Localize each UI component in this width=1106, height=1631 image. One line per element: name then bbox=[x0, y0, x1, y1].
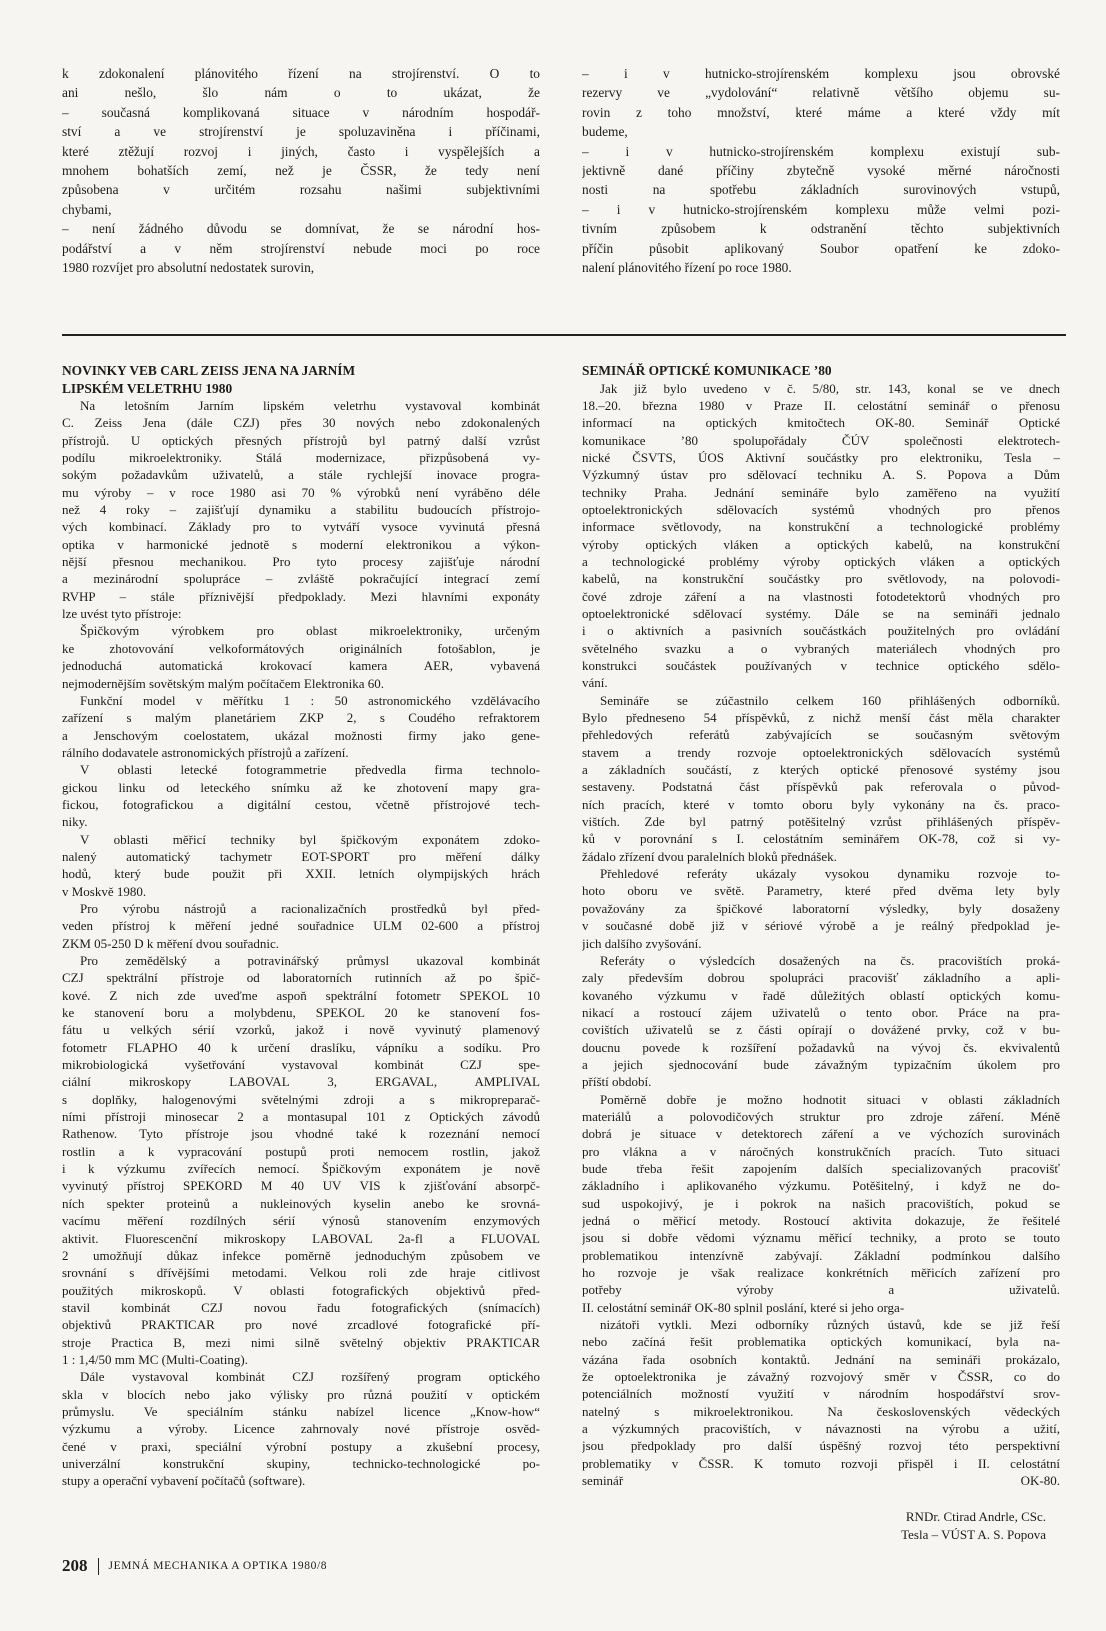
text-line: fickou, fotografickou a digitální cestou, včetně přístrojové tech- bbox=[62, 796, 540, 812]
text-line: i k výzkumu zvířecích nemocí. Špičkovým exponátem je nově bbox=[62, 1161, 540, 1177]
text-line: mikrobiologická vyšetřování vystavoval kombinát CZJ spe- bbox=[62, 1057, 540, 1073]
text-line: potřeby výroby a uživatelů. bbox=[582, 1282, 1060, 1298]
text-line: fátu u velkých sérií vzorků, jakož i nově vyvinutý plamenový bbox=[62, 1022, 540, 1038]
text-line: Dále vystavoval kombinát CZJ rozšířený program optického bbox=[80, 1369, 540, 1385]
text-line: hoto oboru ve světě. Parametry, které před dvěma lety byly bbox=[582, 883, 1060, 899]
text-line: a jejich sjednocování bude závažným typizačním úkolem pro bbox=[582, 1056, 1060, 1072]
text-line: vištích. Zde byl patrný potěšitelný vzrůst přihlášených příspěv- bbox=[582, 814, 1060, 830]
text-line: 2 umožňují důkaz infekce poměrně jednoduchým způsobem ve bbox=[62, 1247, 540, 1263]
text-line: 18.–20. března 1980 v Praze II. celostátní seminář o přenosu bbox=[582, 397, 1060, 413]
article-body bbox=[62, 397, 540, 1490]
text-line: ních pracích, které v tomto oboru byly vykonány na čs. praco- bbox=[582, 796, 1060, 812]
text-line: rálního dodavatele astronomických přístrojů a zařízení. bbox=[62, 744, 349, 760]
text-line: použitých mikroskopů. V oblasti fotografických objektivů před- bbox=[62, 1282, 540, 1298]
text-line: C. Zeiss Jena (dále CZJ) přes 30 nových nebo zdokonalených bbox=[62, 415, 540, 431]
article-heading: SEMINÁŘ OPTICKÉ KOMUNIKACE ’80 bbox=[582, 363, 832, 378]
text-line: Pro výrobu nástrojů a racionalizačních prostředků byl před- bbox=[80, 900, 540, 916]
text-line: kové. Z nich zde uveďme aspoň spektrální fotometr SPEKOL 10 bbox=[62, 987, 540, 1003]
text-line: než 4 roky – zajišťují dynamiku a stabilitu budoucích přístrojo- bbox=[62, 502, 540, 518]
text-line: jedná o měřicí metody. Rostoucí aktivita dokazuje, že řešitelé bbox=[582, 1213, 1060, 1228]
text-line: vání. bbox=[582, 675, 608, 691]
text-line: nebo začíná řešit problematika optických komunikací, byla na- bbox=[582, 1334, 1060, 1350]
text-line: zařízení s malým planetáriem ZKP 2, s Coudého refraktorem bbox=[62, 710, 540, 726]
text-line: ciální mikroskopy LABOVAL 3, ERGAVAL, AMPLIVAL bbox=[62, 1074, 540, 1090]
text-line: stavem a trendy rozvoje optoelektronických sdělovacích systémů bbox=[582, 744, 1060, 760]
text-line: příčin působit aplikovaný Soubor opatření ke zdoko- bbox=[582, 240, 1060, 256]
text-line: s doplňky, halogenovými světelnými zdroji a s mikropreparač- bbox=[62, 1091, 540, 1107]
text-line: optoelektronických sdělovacích systémů vhodných pro přenos bbox=[582, 501, 1060, 517]
text-line: základního i aplikovaného výzkumu. Potěšitelný, i když ne do- bbox=[582, 1178, 1060, 1194]
text-line: 1980 rozvíjet pro absolutní nedostatek surovin, bbox=[62, 260, 315, 276]
text-line: ho rozvoje je však realizace konkrétních měřicích zařízení pro bbox=[582, 1265, 1060, 1281]
text-line: příští období. bbox=[582, 1074, 652, 1090]
text-line: 1 : 1,4/50 mm MC (Multi-Coating). bbox=[62, 1351, 248, 1367]
intro-column-left bbox=[62, 64, 540, 277]
text-line: čené v praxi, speciální výrobní postupy a zkušební procesy, bbox=[62, 1438, 540, 1454]
text-line: tivním způsobem k odstranění těchto subjektivních bbox=[582, 221, 1060, 237]
text-line: a výzkumných pracovištích, v návaznosti na výrobu a užití, bbox=[582, 1421, 1060, 1437]
text-line: natelný s mikroelektronikou. Na československých vědeckých bbox=[582, 1403, 1060, 1419]
text-line: a mezinárodní spolupráce – zvláště pokračující integrací zemí bbox=[62, 571, 540, 587]
text-line: srovnání s dřívějšími metodami. Velkou roli zde hraje citlivost bbox=[62, 1265, 540, 1281]
text-line: vázána řada osobních kontaktů. Jednání na semináři prokázalo, bbox=[582, 1351, 1060, 1367]
footer-separator bbox=[98, 1558, 99, 1575]
text-line: které ztěžují rozvoj i jiných, často i vyspělejších a bbox=[62, 143, 540, 159]
text-line: sud uspokojivý, je i pokrok na našich pracovištích, pokud se bbox=[582, 1195, 1060, 1211]
text-line: dobrá je situace v detektorech záření a ve výchozích surovinách bbox=[582, 1126, 1060, 1142]
text-line: světelného svazku a o vybraných materiálech vhodných pro bbox=[582, 640, 1060, 656]
text-line: – i v hutnicko-strojírenském komplexu existují sub- bbox=[582, 143, 1060, 159]
text-line: jednoduchá automatická krokovací kamera AER, vybavená bbox=[62, 658, 540, 674]
text-line: gickou linku od leteckého snímku až ke zhotovení mapy gra- bbox=[62, 779, 540, 795]
page-number: 208 bbox=[62, 1556, 88, 1575]
text-line: hodů, který bude použit při XXII. letních olympijských hrách bbox=[62, 866, 540, 882]
text-line: nické ČSVTS, ÚOS Aktivní součástky pro elektroniku, Tesla – bbox=[582, 449, 1060, 465]
text-line: Funkční model v měřítku 1 : 50 astronomického vzdělávacího bbox=[80, 692, 540, 708]
text-line: ství a ve strojírenství je spoluzaviněna i příčinami, bbox=[62, 124, 540, 140]
intro-column-right bbox=[582, 64, 1060, 277]
text-line: ků v porovnání s I. celostátním seminářem OK-78, což si vy- bbox=[582, 831, 1060, 847]
text-line: II. celostátní seminář OK-80 splnil poslání, které si jeho orga- bbox=[582, 1299, 905, 1315]
text-line: mu výroby – v roce 1980 asi 70 % výrobků není vyráběno déle bbox=[62, 484, 540, 500]
text-line: stupy a operační vybavení počítačů (software). bbox=[62, 1473, 306, 1489]
text-line: přístrojů. U optických přesných přístrojů byl patrný další vzrůst bbox=[62, 432, 540, 448]
text-line: optika v harmonické jednotě s moderní elektronikou a výkon- bbox=[62, 536, 540, 552]
text-line: kabelů, na konstrukční součástky pro světlovody, na polovodi- bbox=[582, 571, 1060, 587]
text-line: nikací a rostoucí zájem uživatelů o tento obor. Práce na pra- bbox=[582, 1004, 1060, 1020]
author-name: RNDr. Ctirad Andrle, CSc. bbox=[905, 1509, 1046, 1524]
text-line: k zdokonalení plánovitého řízení na strojírenství. O to bbox=[62, 66, 540, 81]
text-line: nější přesnou mechanikou. Pro tyto procesy zajišťuje národní bbox=[62, 554, 540, 570]
text-line: pro vlákna a v náročných konstrukčních pracích. Tuto situaci bbox=[582, 1143, 1060, 1159]
page-footer bbox=[62, 1556, 327, 1576]
text-line: Jak již bylo uvedeno v č. 5/80, str. 143, konal se ve dnech bbox=[600, 380, 1060, 396]
text-line: fotometr FLAPHO 40 k určení draslíku, vápníku a sodíku. Pro bbox=[62, 1039, 540, 1055]
text-line: zaly především dobrou spolupráci pracovišť základního a apli- bbox=[582, 970, 1060, 986]
text-line: Semináře se zúčastnilo celkem 160 přihlášených odborníků. bbox=[600, 692, 1060, 708]
text-line: ke zhotovování velkoformátových originálních fotošablon, je bbox=[62, 640, 540, 656]
text-line: v Moskvě 1980. bbox=[62, 883, 147, 899]
section-divider bbox=[62, 334, 1066, 336]
text-line: V oblasti letecké fotogrammetrie předvedla firma technolo- bbox=[80, 762, 540, 778]
article-body bbox=[582, 380, 1060, 1490]
text-line: optoelektronické sdělovací systémy. Dále se na semináři jednalo bbox=[582, 605, 1060, 621]
text-line: Rathenow. Tyto přístroje jsou vhodné také k rozeznání nemocí bbox=[62, 1126, 540, 1142]
text-line: – i v hutnicko-strojírenském komplexu může velmi pozi- bbox=[582, 201, 1060, 217]
text-line: považovány za špičkové laboratorní výsledky, byly dosaženy bbox=[582, 900, 1060, 916]
text-line: podářství a v něm strojírenství nebude moci po roce bbox=[62, 240, 540, 256]
text-line: veden přístroj k měření jedné souřadnice ULM 02-600 a přístroj bbox=[62, 918, 540, 934]
article-zeiss-jena bbox=[62, 362, 540, 1490]
text-line: rostlin a k vypracování postupů proti nemocem rostlin, jakož bbox=[62, 1143, 540, 1159]
text-line: sokým požadavkům uživatelů, a stále rychlejší inovace progra- bbox=[62, 467, 540, 483]
text-line: způsobena v určitém rozsahu našimi subjektivními bbox=[62, 182, 540, 198]
text-line: že optoelektronika je závažný rozvojový směr v ČSSR, co do bbox=[582, 1369, 1060, 1385]
text-line: chybami, bbox=[62, 201, 112, 217]
text-line: ke stanovení boru a molybdenu, SPEKOL 20 ke stanovení fos- bbox=[62, 1005, 540, 1021]
text-line: univerzální konstrukční skupiny, technicko-technologické po- bbox=[62, 1455, 540, 1471]
text-line: covištích uživatelů se z části opírají o dovážené prvky, což v bu- bbox=[582, 1022, 1060, 1038]
text-line: rezervy ve „vydolování“ relativně většího objemu su- bbox=[582, 85, 1060, 101]
text-line: – současná komplikovaná situace v národním hospodář- bbox=[62, 104, 540, 120]
text-line: Poměrně dobře je možno hodnotit situaci v oblasti základních bbox=[600, 1091, 1060, 1107]
text-line: nalení plánovitého řízení po roce 1980. bbox=[582, 260, 792, 276]
text-line: stroje Practica B, mezi nimi silně světelný objektiv PRAKTICAR bbox=[62, 1334, 540, 1350]
text-line: potenciálních možností využití v národním hospodářství srov- bbox=[582, 1386, 1060, 1402]
text-line: podílu mikroelektroniky. Stálá modernizace, přizpůsobená vy- bbox=[62, 450, 540, 466]
text-line: ními přístroji minosecar 2 a montasupal 101 z Optických závodů bbox=[62, 1109, 540, 1125]
text-line: Špičkovým výrobkem pro oblast mikroelektroniky, určeným bbox=[80, 623, 540, 639]
text-line: informací na optických kmitočtech OK-80. Seminář Optické bbox=[582, 415, 1060, 431]
journal-name: JEMNÁ MECHANIKA A OPTIKA 1980/8 bbox=[108, 1560, 328, 1572]
text-line: jsou předpoklady pro další úspěšný rozvoj této perspektivní bbox=[582, 1438, 1060, 1454]
text-line: ZKM 05-250 D k měření dvou souřadnic. bbox=[62, 935, 279, 951]
text-line: stavil kombinát CZJ novou řadu fotografických (snímacích) bbox=[62, 1299, 540, 1315]
text-line: kovaného výzkumu v řadě důležitých oblastí optických komu- bbox=[582, 987, 1060, 1003]
text-line: vyvinutý přístroj SPEKORD M 40 UV VIS k zjišťování absorpč- bbox=[62, 1178, 540, 1194]
text-line: ani nešlo, šlo nám o to ukázat, že bbox=[62, 85, 540, 101]
text-line: seminář OK-80. bbox=[582, 1473, 1060, 1489]
text-line: RVHP – stále příznivější předpoklady. Mezi hlavními exponáty bbox=[62, 588, 540, 604]
author-signature bbox=[901, 1508, 1046, 1544]
text-line: doucnu povede k rozšíření požadavků na vývoj čs. ekvivalentů bbox=[582, 1039, 1060, 1055]
text-line: nalený automatický tachymetr EOT-SPORT pro měření dálky bbox=[62, 848, 540, 864]
text-line: v současné době již v sériové výrobě a je reálný předpoklad je- bbox=[582, 918, 1060, 934]
text-line: žádalo zřízení dvou paralelních bloků přednášek. bbox=[582, 848, 837, 864]
text-line: Bylo předneseno 54 příspěvků, z nichž menší část měla charakter bbox=[582, 710, 1060, 726]
text-line: konstrukci součástek používaných v technice optického sdělo- bbox=[582, 658, 1060, 673]
text-line: V oblasti měřicí techniky byl špičkovým exponátem zdoko- bbox=[80, 831, 540, 847]
text-line: jsou si dobře vědomi významu měřicí techniky, a proto se touto bbox=[582, 1230, 1060, 1246]
author-affiliation: Tesla – VÚST A. S. Popova bbox=[901, 1527, 1046, 1542]
text-line: jektivně dané příčiny zbytečně vysoké měrné náročnosti bbox=[582, 163, 1060, 179]
text-line: přehledových referátů zabývajících se současným světovým bbox=[582, 727, 1060, 743]
text-line: skla v blocích nebo jako výlisky pro různá použití v optickém bbox=[62, 1386, 540, 1402]
text-line: Přehledové referáty ukázaly vysokou dynamiku rozvoje to- bbox=[600, 866, 1060, 882]
article-heading: NOVINKY VEB CARL ZEISS JENA NA JARNÍM bbox=[62, 363, 356, 378]
text-line: a Jenschovým coelostatem, ukázal možnosti firmy jako gene- bbox=[62, 727, 540, 743]
text-line: objektivů PRAKTICAR pro nové zrcadlové fotografické pří- bbox=[62, 1317, 540, 1333]
text-line: nizátoři vytkli. Mezi odborníky různých ústavů, kde se již řeší bbox=[600, 1317, 1060, 1333]
text-line: ních spekter proteinů a nukleinových kyselin anebo ke srovná- bbox=[62, 1195, 540, 1211]
text-line: vých kombinací. Základy pro to vytváří vysoce vyvinutá přesná bbox=[62, 519, 540, 535]
text-line: a základních součástí, z kterých optické přenosové systémy jsou bbox=[582, 762, 1060, 778]
text-line: průmyslu. Ve speciálním stánku nabízel licence „Know-how“ bbox=[62, 1403, 540, 1419]
text-line: a technologické problémy výroby optických vláken a optických bbox=[582, 553, 1060, 569]
text-line: rovin z toho množství, které máme a které vždy mít bbox=[582, 104, 1060, 120]
text-line: jich dalšího zvyšování. bbox=[582, 935, 702, 951]
text-line: lze uvést tyto přístroje: bbox=[62, 606, 182, 622]
text-line: techniky Praha. Jednání semináře bylo zaměřeno na využití bbox=[582, 484, 1060, 500]
text-line: aktivit. Fluorescenční mikroskopy LABOVAL 2a-fl a FLUOVAL bbox=[62, 1230, 540, 1246]
text-line: vacímu měření rozdílných sérií výnosů stanovením enzymových bbox=[62, 1213, 540, 1229]
article-seminar-ok80 bbox=[582, 362, 1060, 1490]
text-line: problematiky v ČSSR. K tomuto rozvoji přispěl i II. celostátní bbox=[582, 1455, 1060, 1471]
text-line: niky. bbox=[62, 814, 88, 830]
article-heading: LIPSKÉM VELETRHU 1980 bbox=[62, 380, 233, 396]
text-line: Na letošním Jarním lipském veletrhu vystavoval kombinát bbox=[80, 398, 540, 413]
text-line: CZJ spektrální přístroje od laboratorních rutinních až po špič- bbox=[62, 970, 540, 986]
text-line: – i v hutnicko-strojírenském komplexu jsou obrovské bbox=[582, 66, 1060, 81]
text-line: bude třeba řešit zapojením dalších specializovaných pracovišť bbox=[582, 1160, 1060, 1176]
text-line: Výzkumný ústav pro sdělovací techniku A. S. Popova a Dům bbox=[582, 467, 1060, 483]
text-line: sestaveny. Podstatná část příspěvků pak referovala o původ- bbox=[582, 779, 1060, 795]
text-line: výzkumu a výroby. Licence zahrnovaly nové přístroje osvěd- bbox=[62, 1421, 540, 1437]
text-line: problematikou intenzívně zabývají. Základní podmínkou dalšího bbox=[582, 1247, 1060, 1263]
text-line: komunikace ’80 spolupořádaly ČÚV společnosti elektrotech- bbox=[582, 432, 1060, 448]
text-line: – není žádného důvodu se domnívat, že se národní hos- bbox=[62, 221, 540, 237]
text-line: nejmodernějším sovětským malým počítačem Elektronika 60. bbox=[62, 675, 385, 691]
text-line: čové zdroje záření a na vlastnosti fotodetektorů vhodných pro bbox=[582, 588, 1060, 604]
text-line: Pro zemědělský a potravinářský průmysl ukazoval kombinát bbox=[80, 953, 540, 968]
text-line: Referáty o výsledcích dosažených na čs. pracovištích proká- bbox=[600, 952, 1060, 968]
text-line: nosti na spotřebu základních surovinových vstupů, bbox=[582, 182, 1060, 198]
text-line: budeme, bbox=[582, 124, 628, 140]
text-line: výroby optických vláken a optických kabelů, na konstrukční bbox=[582, 536, 1060, 552]
text-line: mnohem bohatších zemí, než je ČSSR, že tedy není bbox=[62, 163, 540, 179]
text-line: materiálů a polovodičových struktur pro zdroje záření. Méně bbox=[582, 1108, 1060, 1124]
text-line: i o aktivních a pasivních součástkách použitelných pro ovládání bbox=[582, 623, 1060, 639]
text-line: informace světlovody, na konstrukční a technologické problémy bbox=[582, 519, 1060, 535]
